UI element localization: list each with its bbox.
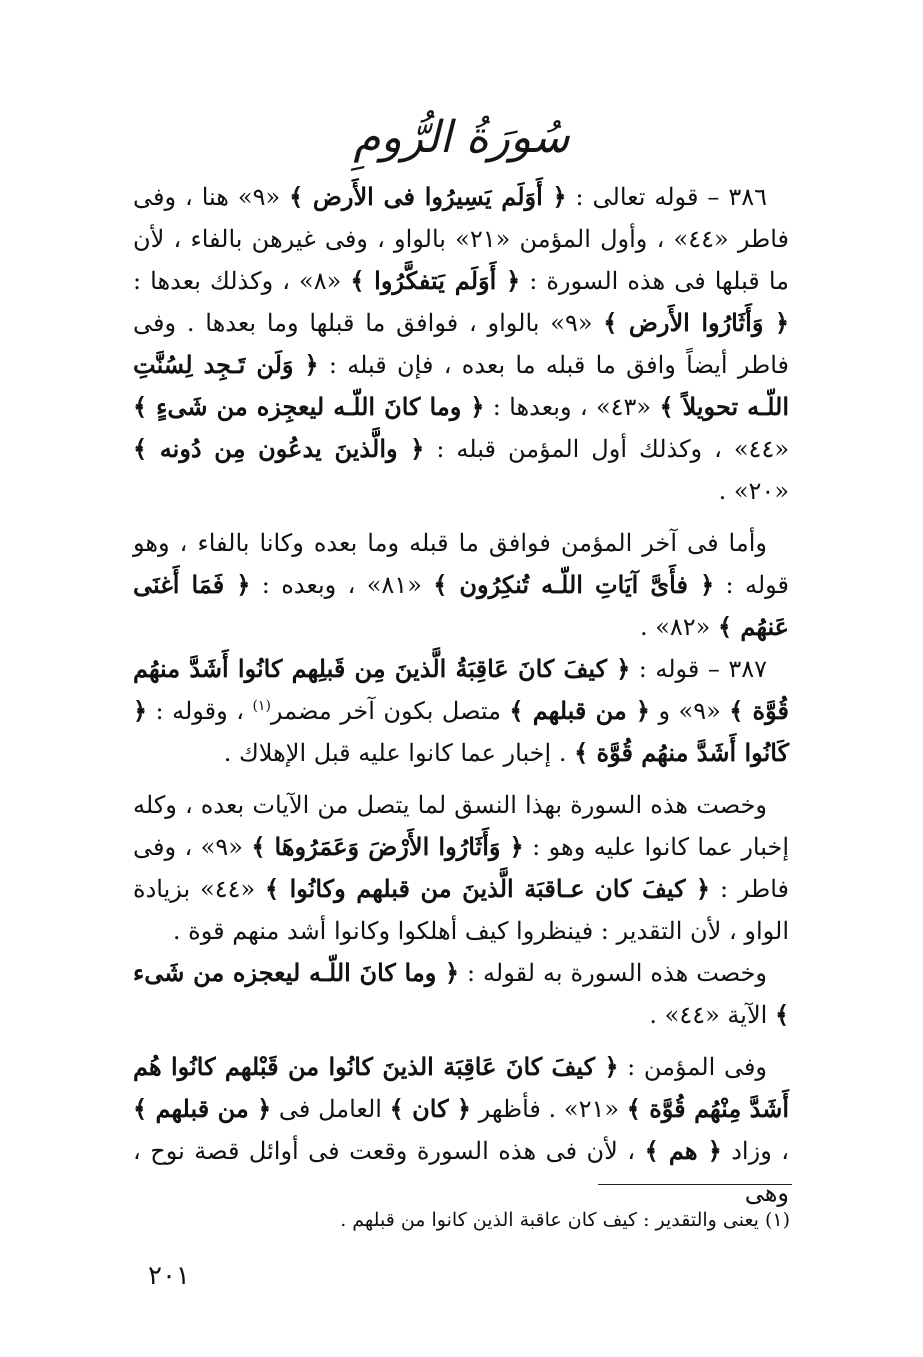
body-text: ٣٨٦ – قوله تعالى : <box>566 183 768 211</box>
body-text: «٤٣» ، وبعدها : <box>484 393 660 421</box>
paragraph-khusisat-bihi <box>133 952 789 1036</box>
quran-quote: ﴿ من قبلهم ﴾ <box>509 696 650 725</box>
body-text: ، وزاد <box>721 1137 790 1165</box>
quran-quote: ﴿ كَانُوا أَشَدَّ منهُم قُوَّة ﴾ <box>133 696 789 767</box>
body-text: «٤٤» ، وكذلك أول المؤمن قبله : <box>424 435 790 463</box>
quran-quote: ﴿ وَلَن تَـجِد لِسُنَّتِ اللّـه تحويلاً ﴾ <box>133 350 789 421</box>
body-text: «٢١» . فأظهر <box>470 1095 627 1123</box>
paragraph-fi-al-mumin <box>133 1046 789 1214</box>
body-text: وفى المؤمن : <box>618 1053 768 1081</box>
quran-quote: ﴿ كيفَ كان عـاقبَة الَّذينَ من قبلهم وكانُوا ﴾ <box>265 874 711 903</box>
surah-title: سُورَةُ الرُّومِ <box>353 112 570 163</box>
body-text: وأما فى آخر المؤمن فوافق ما قبله وما بعده وكانا بالفاء ، وهو قوله : <box>133 529 790 599</box>
quran-quote: ﴿ أَوَلَم يَسِيرُوا فى الأَرض ﴾ <box>289 182 567 211</box>
body-text: وخصت هذه السورة بهذا النسق لما يتصل من الآيات بعده ، وكله إخبار عما كانوا عليه وهو : <box>133 791 789 861</box>
body-text: «٨» ، وكذلك بعدها : <box>133 267 351 295</box>
body-text: «٨١» ، وبعده : <box>250 571 434 599</box>
quran-quote: ﴿ هم ﴾ <box>644 1136 722 1165</box>
body-text: العامل فى <box>271 1095 390 1123</box>
quran-quote: ﴿ وَأَثَارُوا الأَرض ﴾ <box>603 308 790 337</box>
footnote-separator <box>598 1184 792 1185</box>
body-text: وخصت هذه السورة به لقوله : <box>459 959 767 987</box>
quran-quote: ﴿ وما كانَ اللّـه ليعجِزه من شَىءٍ ﴾ <box>133 392 485 421</box>
paragraph-386 <box>133 176 789 512</box>
body-text: . إخبار عما كانوا عليه قبل الإهلاك . <box>223 739 575 767</box>
quran-quote: ﴿ كيفَ كانَ عَاقِبَة الذينَ كانُوا من قَبْلهم كانُوا هُم أَشَدَّ مِنْهُم قُوَّة ﴾ <box>133 1052 789 1123</box>
quran-quote: ﴿ وَأَثَارُوا الأَرْضَ وَعَمَرُوهَا ﴾ <box>251 832 524 861</box>
quran-quote: ﴿ من قبلهم ﴾ <box>133 1094 272 1123</box>
footnote: (١) يعنى والتقدير : كيف كان عاقبة الذين كانوا من قبلهم . <box>340 1209 790 1231</box>
body-text: ، وقوله : <box>147 697 253 725</box>
quran-quote: ﴿ فَمَا أَغنَى عَنهُم ﴾ <box>133 570 789 641</box>
body-text: «٤٤» بزيادة الواو ، لأن التقدير : فينظروا كيف أهلكوا وكانوا أشد منهم قوة . <box>133 875 789 945</box>
quran-quote: ﴿ كان ﴾ <box>389 1094 471 1123</box>
quran-quote: ﴿ أَوَلَم يَتفكَّرُوا ﴾ <box>350 266 521 295</box>
page-body <box>133 176 789 1214</box>
quran-quote: ﴿ وما كانَ اللّـه ليعجزه من شَىء ﴾ <box>133 958 789 1029</box>
paragraph-387 <box>133 648 789 774</box>
quran-quote: ﴿ فأَىَّ آيَاتِ اللّـه تُنكِرُون ﴾ <box>433 570 715 599</box>
body-text: متصل بكون آخر مضمر <box>270 697 510 725</box>
body-text: ٣٨٧ – قوله : <box>630 655 767 683</box>
paragraph-khusisat <box>133 784 789 952</box>
body-text: «٢٠» . <box>718 477 789 505</box>
quran-quote: ﴿ كيفَ كانَ عَاقِبَةُ الَّذينَ مِن قَبلِهم كانُوا أَشَدَّ منهُم قُوَّة ﴾ <box>133 654 789 725</box>
body-text: الآية «٤٤» . <box>649 1001 775 1029</box>
body-text: «٩» و <box>649 697 730 725</box>
quran-quote: ﴿ والَّذينَ يدعُون مِن دُونه ﴾ <box>133 434 425 463</box>
body-text: ، لأن فى هذه السورة وقعت فى أوائل قصة نوح ، وهى <box>133 1137 789 1207</box>
body-text: «٩» بالواو ، فوافق ما قبلها وما بعدها . وفى فاطر أيضاً وافق ما قبله ما بعده ، فإن قبله : <box>133 309 790 379</box>
page-number: ٢٠١ <box>148 1261 190 1291</box>
footnote-marker: (١) <box>252 698 271 714</box>
body-text: «٨٢» . <box>639 613 718 641</box>
body-text: «٩» هنا ، وفى فاطر «٤٤» ، وأول المؤمن «٢١» بالواو ، وفى غيرهن بالفاء ، لأن ما قبلها فى هذه السورة : <box>133 183 790 295</box>
paragraph-akhir-al-mumin <box>133 522 789 648</box>
body-text: «٩» ، وفى فاطر : <box>133 833 789 903</box>
